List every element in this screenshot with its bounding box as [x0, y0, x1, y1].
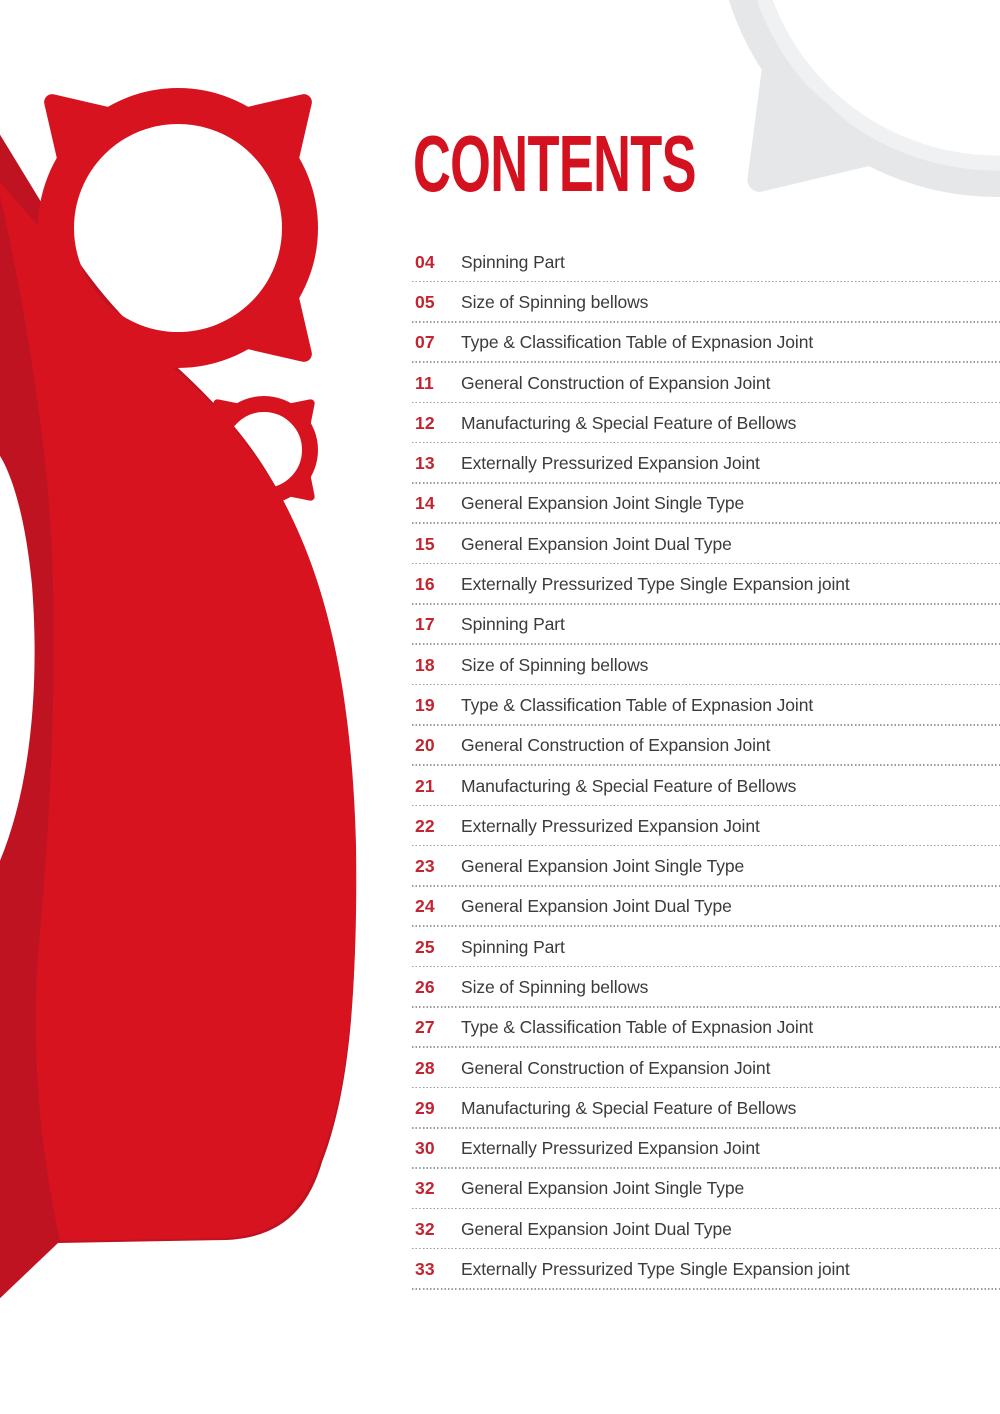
toc-entry-page-number: 05 — [415, 291, 435, 312]
toc-entry-page-number: 22 — [415, 815, 435, 836]
page-title: CONTENTS — [413, 119, 696, 208]
toc-entry — [415, 564, 993, 604]
toc-entry — [415, 282, 993, 322]
toc-entry — [415, 363, 993, 403]
toc-entry-title: Manufacturing & Special Feature of Bellows — [461, 775, 797, 796]
toc-entry — [415, 605, 993, 645]
toc-entry — [415, 806, 993, 846]
toc-entry-page-number: 30 — [415, 1138, 435, 1159]
toc-entry-page-number: 16 — [415, 574, 435, 595]
toc-entry-title: General Construction of Expansion Joint — [461, 372, 771, 393]
toc-entry-title: General Expansion Joint Single Type — [461, 1178, 745, 1199]
toc-entry — [415, 403, 993, 443]
toc-entry-page-number: 21 — [415, 775, 435, 796]
toc-entry — [415, 1169, 993, 1209]
toc-entry-title: Type & Classification Table of Expnasion Joint — [461, 1017, 814, 1038]
toc-entry-page-number: 26 — [415, 976, 435, 997]
toc-entry-title: Manufacturing & Special Feature of Bellows — [461, 412, 797, 433]
toc-entry-title: Spinning Part — [461, 614, 565, 635]
toc-entry-page-number: 11 — [415, 372, 434, 393]
toc-entry — [415, 1209, 993, 1249]
toc-entry-page-number: 14 — [415, 493, 435, 514]
toc-entry-title: Manufacturing & Special Feature of Bellows — [461, 1097, 797, 1118]
toc-entry — [415, 887, 993, 927]
toc-entry-page-number: 33 — [415, 1259, 435, 1280]
toc-entry-page-number: 07 — [415, 332, 435, 353]
toc-entry-title: Spinning Part — [461, 251, 565, 272]
toc-entry-page-number: 23 — [415, 856, 435, 877]
toc-entry-page-number: 04 — [415, 251, 435, 272]
toc-entry-title: Externally Pressurized Type Single Expansion joint — [461, 1259, 850, 1280]
toc-list — [415, 242, 993, 1290]
toc-entry-page-number: 32 — [415, 1178, 435, 1199]
toc-entry — [415, 685, 993, 725]
red-swoosh-shape — [0, 128, 356, 1302]
toc-entry-title: General Construction of Expansion Joint — [461, 735, 771, 756]
toc-entry — [415, 846, 993, 886]
toc-entry-page-number: 29 — [415, 1097, 435, 1118]
bellows-ring-large-icon — [31, 81, 325, 375]
toc-entry-page-number: 32 — [415, 1218, 435, 1239]
toc-entry-title: Externally Pressurized Expansion Joint — [461, 453, 760, 474]
red-swoosh-highlight — [0, 178, 356, 1241]
toc-entry-title: Size of Spinning bellows — [461, 654, 649, 675]
toc-entry-page-number: 12 — [415, 412, 435, 433]
toc-entry-title: Externally Pressurized Type Single Expansion joint — [461, 574, 850, 595]
toc-entry — [415, 484, 993, 524]
toc-entry — [415, 967, 993, 1007]
toc-entry-title: Size of Spinning bellows — [461, 291, 649, 312]
toc-entry — [415, 927, 993, 967]
toc-entry — [415, 1129, 993, 1169]
toc-entry-title: Type & Classification Table of Expnasion Joint — [461, 694, 814, 715]
bellows-ring-gray-icon — [713, 0, 1000, 221]
toc-entry — [415, 1008, 993, 1048]
toc-entry-title: General Expansion Joint Single Type — [461, 493, 745, 514]
toc-entry-title: General Expansion Joint Dual Type — [461, 896, 732, 917]
bellows-ring-small-icon — [209, 395, 319, 505]
toc-entry-page-number: 15 — [415, 533, 435, 554]
toc-entry — [415, 766, 993, 806]
toc-entry-page-number: 13 — [415, 453, 435, 474]
toc-entry-title: General Expansion Joint Single Type — [461, 856, 745, 877]
toc-entry — [415, 726, 993, 766]
toc-entry-page-number: 17 — [415, 614, 435, 635]
toc-entry — [415, 443, 993, 483]
toc-entry-page-number: 27 — [415, 1017, 435, 1038]
toc-entry-title: Spinning Part — [461, 936, 565, 957]
toc-entry-title: Externally Pressurized Expansion Joint — [461, 815, 760, 836]
toc-entry — [415, 1048, 993, 1088]
toc-entry-page-number: 18 — [415, 654, 435, 675]
toc-entry-title: Externally Pressurized Expansion Joint — [461, 1138, 760, 1159]
toc-entry — [415, 645, 993, 685]
toc-entry — [415, 1249, 993, 1289]
toc-entry — [415, 242, 993, 282]
toc-entry-page-number: 20 — [415, 735, 435, 756]
toc-entry-page-number: 28 — [415, 1057, 435, 1078]
toc-entry-title: General Construction of Expansion Joint — [461, 1057, 771, 1078]
toc-entry-page-number: 19 — [415, 694, 435, 715]
toc-entry-page-number: 25 — [415, 936, 435, 957]
toc-entry-title: Size of Spinning bellows — [461, 976, 649, 997]
toc-entry — [415, 524, 993, 564]
toc-entry — [415, 323, 993, 363]
toc-entry-title: General Expansion Joint Dual Type — [461, 1218, 732, 1239]
toc-entry-title: General Expansion Joint Dual Type — [461, 533, 732, 554]
toc-entry-title: Type & Classification Table of Expnasion Joint — [461, 332, 814, 353]
toc-entry-page-number: 24 — [415, 896, 435, 917]
toc-entry — [415, 1088, 993, 1128]
